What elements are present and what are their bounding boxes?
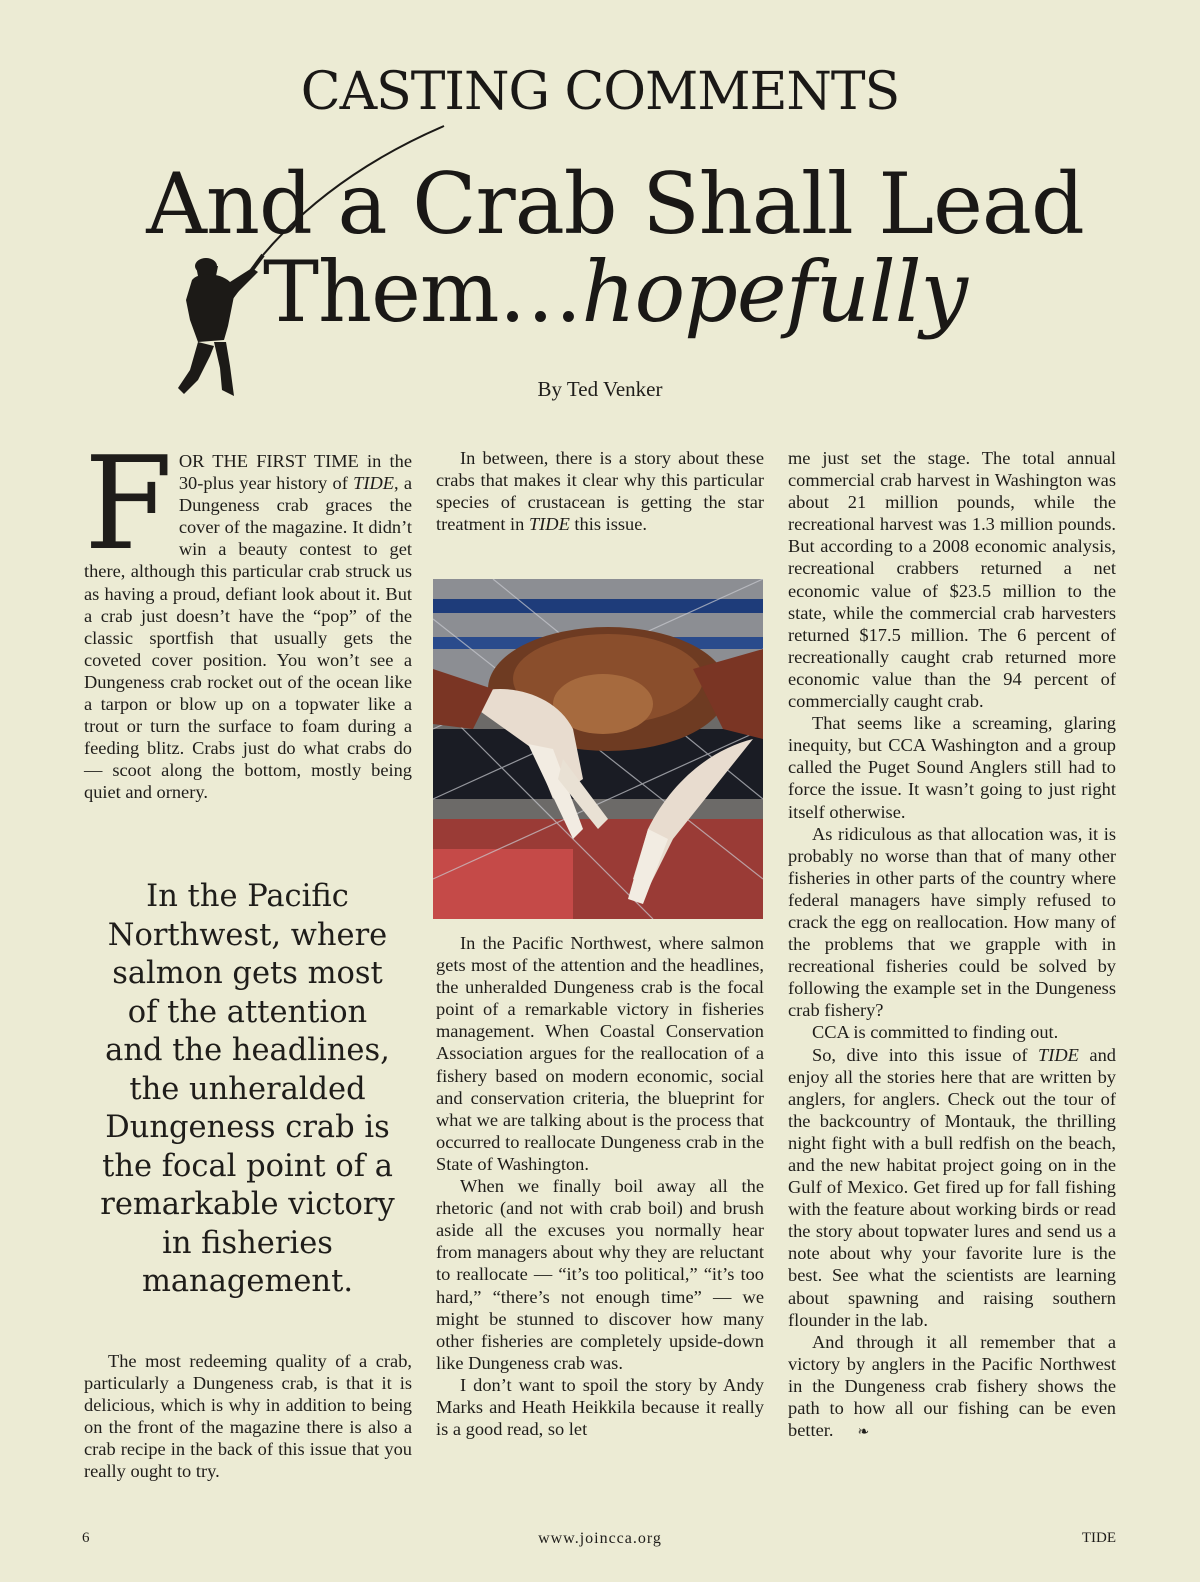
headline-line-2 xyxy=(90,243,1140,341)
headline-italic: hopefully xyxy=(581,243,968,341)
paragraph-text: this issue. xyxy=(569,514,647,535)
paragraph-text: In between, there is a story about these crabs that makes it clear why this particular species of crustacean is getting the star treatment in xyxy=(436,448,764,535)
dungeness-crab-photo xyxy=(433,579,763,919)
paragraph: That seems like a screaming, glaring inequity, but CCA Washington and a group called the Puget Sound Anglers still had to force the issue. It wasn’t going to just right itself otherwise. xyxy=(788,713,1116,822)
headline-plain: Them… xyxy=(262,243,582,341)
paragraph-text: , a Dungeness crab graces the cover of the magazine. It didn’t win a beauty contest to get there, although this particular crab struck us as having a proud, defiant look about it. But a crab just doesn’t have the “pop” of the classic sportfish that usually gets the coveted cover position. You won’t see a Dungeness crab rocket out of the ocean like a tarpon or blow up on a topwater like a trout or turn the surface to foam during a feeding blitz. Crabs just do what crabs do — scoot along the bottom, mostly being quiet and ornery. xyxy=(84,473,412,803)
end-of-story-icon: ❧ xyxy=(857,1425,870,1441)
pull-quote: In the Pacific Northwest, where salmon gets most of the attention and the headlines, the unheralded Dungeness crab is the focal point of a remarkable victory in fisheries management. xyxy=(100,879,395,1299)
magazine-name: TIDE xyxy=(1038,1044,1079,1065)
paragraph: CCA is committed to finding out. xyxy=(812,1022,1059,1043)
magazine-name: TIDE xyxy=(528,514,570,535)
paragraph-text: OR THE FIRST TIME in the 30-plus year history of xyxy=(178,451,412,494)
column-1 xyxy=(84,430,412,804)
byline: By Ted Venker xyxy=(537,377,663,401)
column-1-bottom xyxy=(84,1350,412,1483)
paragraph: I don’t want to spoil the story by Andy Marks and Heath Heikkila because it really is a good read, so let xyxy=(436,1374,764,1440)
headline-line-1: And a Crab Shall Lead xyxy=(146,155,1084,253)
opening-paragraph xyxy=(84,430,412,804)
paragraph: When we finally boil away all the rhetoric (and not with crab boil) and brush aside all the excuses you normally hear from managers about why they are reluctant to reallocate — “it’s too political,” “it’s too hard,” “there’s not enough time” — we might be stunned to discover how many other fisheries are completely upside-down like Dungeness crab was. xyxy=(436,1176,764,1373)
section-title: CASTING COMMENTS xyxy=(300,62,900,122)
paragraph: As ridiculous as that allocation was, it is probably no worse than that of many other fisheries in other parts of the country where federal managers have simply refused to crack the egg on reallocation. How many of the problems that we grapple with in recreational fisheries could be solved by following the example set in the Dungeness crab fishery? xyxy=(788,823,1116,1021)
paragraph xyxy=(788,1331,1116,1444)
column-2-bottom xyxy=(436,932,764,1440)
paragraph-text: So, dive into this issue of xyxy=(812,1044,1039,1065)
page-number: 6 xyxy=(82,1530,90,1546)
paragraph: The most redeeming quality of a crab, particularly a Dungeness crab, is that it is delicious, which is why in addition to being on the front of the magazine there is also a crab recipe in the back of this issue that you really ought to try. xyxy=(84,1351,412,1482)
paragraph-text: And through it all remember that a victory by anglers in the Pacific Northwest in the Dungeness crab fishery shows the path to how all our fishing can be even better. xyxy=(788,1331,1116,1441)
paragraph xyxy=(788,1044,1116,1331)
drop-cap: F xyxy=(84,430,173,579)
magazine-name: TIDE xyxy=(353,473,394,494)
paragraph-text: and enjoy all the stories here that are written by anglers, for anglers. Check out the tour of the backcountry of Montauk, the thrilling night fight with a bull redfish on the beach, and the new habitat project going on in the Gulf of Mexico. Get fired up for fall fishing with the feature about working birds or read the story about topwater lures and send us a note about why your favorite lure is the best. See what the scientists are learning about spawning and raising southern flounder in the lab. xyxy=(788,1044,1116,1330)
paragraph: me just set the stage. The total annual commercial crab harvest in Washington was about 21 million pounds, while the recreational harvest was 1.3 million pounds. But according to a 2008 economic analysis, recreational crabbers returned a net economic value of $23.5 million to the state, while the commercial crab harvesters returned $17.5 million. The 6 percent of recreationally caught crab returned more economic value than the 94 percent of commercially caught crab. xyxy=(788,448,1116,712)
footer-url: www.joincca.org xyxy=(538,1530,662,1547)
column-2 xyxy=(436,447,764,535)
column-3 xyxy=(788,447,1116,1444)
paragraph xyxy=(436,447,764,535)
paragraph: In the Pacific Northwest, where salmon gets most of the attention and the headlines, the unheralded Dungeness crab is the focal point of a remarkable victory in fisheries management. When Coastal Conservation Association argues for the reallocation of a fishery based on modern economic, social and conservation criteria, the blueprint for what we are talking about is the process that occurred to reallocate Dungeness crab in the State of Washington. xyxy=(436,933,764,1174)
footer-magazine-name: TIDE xyxy=(1081,1530,1116,1546)
headline xyxy=(90,155,1140,341)
